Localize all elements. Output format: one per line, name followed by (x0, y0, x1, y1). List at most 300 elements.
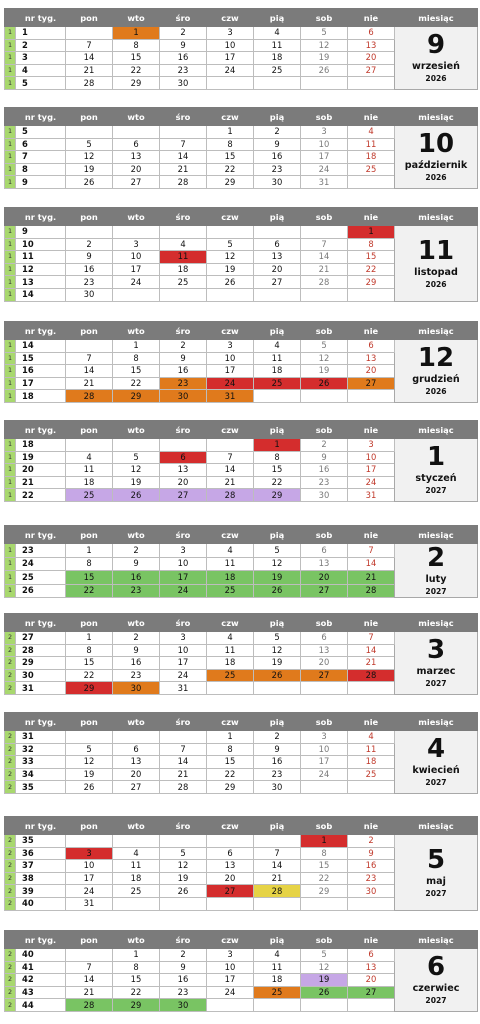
day-cell: 5 (254, 544, 301, 558)
header-row (5, 713, 478, 731)
day-cell: 20 (160, 476, 207, 489)
day-cell: 5 (301, 340, 348, 353)
day-cell: 24 (207, 986, 254, 999)
semester-header (5, 526, 16, 544)
day-cell: 14 (254, 860, 301, 873)
tuesday-header: wto (113, 614, 160, 632)
saturday-header: sob (301, 9, 348, 27)
sunday-header: nie (348, 421, 395, 439)
wednesday-header: śro (160, 526, 207, 544)
week-row (5, 340, 478, 353)
month-block-2 (4, 207, 477, 302)
day-cell: 13 (301, 557, 348, 571)
day-cell (113, 288, 160, 301)
day-cell: 7 (348, 632, 395, 645)
day-cell: 1 (301, 835, 348, 848)
day-cell: 1 (113, 27, 160, 40)
day-cell: 24 (207, 377, 254, 390)
week-number: 34 (16, 768, 66, 781)
tuesday-header: wto (113, 322, 160, 340)
day-cell: 26 (66, 781, 113, 794)
week-number-header: nr tyg. (16, 9, 66, 27)
day-cell (301, 390, 348, 403)
semester-cell: 2 (5, 949, 16, 962)
tuesday-header: wto (113, 817, 160, 835)
day-cell: 11 (160, 251, 207, 264)
week-number: 18 (16, 390, 66, 403)
day-cell: 12 (301, 39, 348, 52)
day-cell: 15 (66, 571, 113, 585)
thursday-header: czw (207, 931, 254, 949)
semester-cell: 1 (5, 439, 16, 452)
day-cell: 17 (207, 974, 254, 987)
week-number: 4 (16, 64, 66, 77)
day-cell: 18 (113, 872, 160, 885)
day-cell: 26 (66, 176, 113, 189)
day-cell: 20 (348, 52, 395, 65)
tuesday-header: wto (113, 931, 160, 949)
saturday-header: sob (301, 713, 348, 731)
day-cell: 23 (160, 986, 207, 999)
week-number: 6 (16, 138, 66, 151)
saturday-header: sob (301, 421, 348, 439)
monday-header: pon (66, 817, 113, 835)
day-cell: 8 (66, 644, 113, 657)
day-cell (66, 835, 113, 848)
semester-cell: 2 (5, 632, 16, 645)
day-cell: 15 (348, 251, 395, 264)
week-number-header: nr tyg. (16, 322, 66, 340)
day-cell: 6 (160, 451, 207, 464)
day-cell: 3 (113, 238, 160, 251)
day-cell (160, 731, 207, 744)
week-number-header: nr tyg. (16, 208, 66, 226)
day-cell: 22 (113, 64, 160, 77)
day-cell: 20 (348, 974, 395, 987)
day-cell: 3 (207, 949, 254, 962)
thursday-header: czw (207, 9, 254, 27)
day-cell (207, 682, 254, 695)
day-cell (66, 226, 113, 239)
week-number: 39 (16, 885, 66, 898)
day-cell: 7 (66, 39, 113, 52)
month-label-cell (395, 632, 478, 695)
month-name: czerwiec (412, 983, 460, 995)
month-table (4, 420, 478, 502)
month-header: miesiąc (395, 931, 478, 949)
day-cell: 10 (160, 644, 207, 657)
saturday-header: sob (301, 614, 348, 632)
day-cell: 24 (160, 669, 207, 682)
day-cell: 25 (254, 64, 301, 77)
wednesday-header: śro (160, 421, 207, 439)
day-cell: 8 (113, 961, 160, 974)
semester-cell: 2 (5, 669, 16, 682)
saturday-header: sob (301, 108, 348, 126)
day-cell: 4 (254, 949, 301, 962)
week-number: 24 (16, 557, 66, 571)
day-cell: 1 (66, 632, 113, 645)
friday-header: pią (254, 614, 301, 632)
semester-header (5, 208, 16, 226)
week-number: 17 (16, 377, 66, 390)
day-cell: 13 (113, 151, 160, 164)
day-cell: 16 (160, 974, 207, 987)
day-cell: 13 (348, 961, 395, 974)
semester-cell: 1 (5, 263, 16, 276)
week-row (5, 632, 478, 645)
day-cell: 9 (160, 39, 207, 52)
month-year: 2026 (425, 387, 447, 397)
week-number: 18 (16, 439, 66, 452)
day-cell: 24 (160, 584, 207, 598)
day-cell: 16 (301, 464, 348, 477)
day-cell: 16 (254, 151, 301, 164)
day-cell: 8 (207, 743, 254, 756)
day-cell: 23 (113, 584, 160, 598)
day-cell: 18 (348, 151, 395, 164)
day-cell: 22 (113, 986, 160, 999)
thursday-header: czw (207, 526, 254, 544)
day-cell: 15 (207, 151, 254, 164)
day-cell: 4 (113, 847, 160, 860)
wednesday-header: śro (160, 817, 207, 835)
week-number: 31 (16, 731, 66, 744)
day-cell: 17 (301, 756, 348, 769)
day-cell: 5 (160, 847, 207, 860)
tuesday-header: wto (113, 9, 160, 27)
week-number: 12 (16, 263, 66, 276)
day-cell: 20 (254, 263, 301, 276)
tuesday-header: wto (113, 526, 160, 544)
day-cell (301, 999, 348, 1012)
day-cell: 18 (66, 476, 113, 489)
semester-cell: 2 (5, 847, 16, 860)
saturday-header: sob (301, 817, 348, 835)
week-number: 32 (16, 743, 66, 756)
day-cell: 27 (348, 64, 395, 77)
tuesday-header: wto (113, 108, 160, 126)
day-cell: 19 (66, 768, 113, 781)
week-number: 25 (16, 571, 66, 585)
day-cell: 18 (160, 263, 207, 276)
semester-cell: 2 (5, 974, 16, 987)
semester-cell: 1 (5, 226, 16, 239)
day-cell: 9 (301, 451, 348, 464)
day-cell: 15 (113, 365, 160, 378)
day-cell: 30 (301, 489, 348, 502)
day-cell: 6 (207, 847, 254, 860)
day-cell: 22 (207, 768, 254, 781)
thursday-header: czw (207, 817, 254, 835)
tuesday-header: wto (113, 208, 160, 226)
day-cell: 5 (66, 138, 113, 151)
header-row (5, 931, 478, 949)
month-number: 11 (417, 235, 455, 266)
day-cell: 7 (160, 743, 207, 756)
day-cell: 13 (207, 860, 254, 873)
week-number: 43 (16, 986, 66, 999)
week-row (5, 731, 478, 744)
semester-header (5, 817, 16, 835)
day-cell: 2 (301, 439, 348, 452)
week-number: 8 (16, 163, 66, 176)
day-cell: 3 (160, 544, 207, 558)
semester-cell: 1 (5, 64, 16, 77)
week-row (5, 27, 478, 40)
week-number: 13 (16, 276, 66, 289)
semester-cell: 1 (5, 126, 16, 139)
day-cell: 9 (254, 138, 301, 151)
day-cell: 10 (301, 743, 348, 756)
day-cell: 28 (301, 276, 348, 289)
month-name: marzec (416, 666, 456, 678)
month-header: miesiąc (395, 817, 478, 835)
week-number: 10 (16, 238, 66, 251)
day-cell: 19 (207, 263, 254, 276)
month-header: miesiąc (395, 526, 478, 544)
semester-cell: 2 (5, 682, 16, 695)
day-cell: 13 (113, 756, 160, 769)
month-number: 2 (426, 543, 446, 573)
day-cell (301, 288, 348, 301)
month-year: 2026 (425, 173, 447, 183)
day-cell: 29 (113, 77, 160, 90)
week-number: 1 (16, 27, 66, 40)
day-cell (254, 77, 301, 90)
month-label-cell (395, 949, 478, 1012)
header-row (5, 208, 478, 226)
semester-cell: 2 (5, 835, 16, 848)
month-table (4, 613, 478, 695)
day-cell: 4 (66, 451, 113, 464)
day-cell: 3 (301, 126, 348, 139)
day-cell: 3 (207, 27, 254, 40)
semester-cell: 1 (5, 288, 16, 301)
month-block-4 (4, 420, 477, 502)
day-cell: 12 (254, 644, 301, 657)
day-cell: 4 (254, 340, 301, 353)
semester-cell: 1 (5, 377, 16, 390)
month-year: 2027 (425, 679, 447, 689)
day-cell: 16 (113, 657, 160, 670)
month-label-cell (395, 544, 478, 598)
monday-header: pon (66, 614, 113, 632)
day-cell (113, 226, 160, 239)
day-cell: 29 (348, 276, 395, 289)
day-cell: 7 (207, 451, 254, 464)
day-cell: 20 (348, 365, 395, 378)
month-block-8 (4, 816, 477, 911)
sunday-header: nie (348, 526, 395, 544)
week-number: 38 (16, 872, 66, 885)
day-cell: 24 (301, 768, 348, 781)
day-cell: 21 (160, 768, 207, 781)
month-name: kwiecień (412, 765, 460, 777)
month-number: 4 (426, 734, 446, 765)
semester-cell: 1 (5, 27, 16, 40)
semester-cell: 2 (5, 999, 16, 1012)
thursday-header: czw (207, 322, 254, 340)
day-cell: 28 (348, 669, 395, 682)
header-row (5, 322, 478, 340)
day-cell: 23 (160, 64, 207, 77)
day-cell: 4 (348, 126, 395, 139)
day-cell: 20 (207, 872, 254, 885)
day-cell: 17 (207, 52, 254, 65)
day-cell: 11 (207, 557, 254, 571)
month-header: miesiąc (395, 208, 478, 226)
saturday-header: sob (301, 208, 348, 226)
day-cell: 7 (66, 352, 113, 365)
day-cell: 1 (207, 126, 254, 139)
day-cell: 19 (254, 571, 301, 585)
week-number: 5 (16, 77, 66, 90)
day-cell (207, 439, 254, 452)
day-cell: 18 (254, 974, 301, 987)
day-cell (207, 288, 254, 301)
month-table (4, 8, 478, 90)
month-table (4, 525, 478, 598)
day-cell (207, 77, 254, 90)
day-cell (348, 781, 395, 794)
day-cell: 25 (348, 163, 395, 176)
day-cell: 23 (254, 768, 301, 781)
day-cell: 28 (66, 999, 113, 1012)
day-cell (254, 999, 301, 1012)
week-number: 42 (16, 974, 66, 987)
semester-cell: 1 (5, 544, 16, 558)
day-cell: 14 (66, 52, 113, 65)
semester-cell: 2 (5, 768, 16, 781)
day-cell: 15 (66, 657, 113, 670)
week-number-header: nr tyg. (16, 614, 66, 632)
day-cell: 9 (254, 743, 301, 756)
month-block-9 (4, 930, 477, 1012)
day-cell: 29 (301, 885, 348, 898)
friday-header: pią (254, 108, 301, 126)
day-cell (66, 126, 113, 139)
sunday-header: nie (348, 208, 395, 226)
day-cell: 17 (301, 151, 348, 164)
day-cell: 17 (66, 872, 113, 885)
month-header: miesiąc (395, 713, 478, 731)
day-cell: 12 (113, 464, 160, 477)
day-cell: 14 (66, 974, 113, 987)
day-cell: 27 (207, 885, 254, 898)
friday-header: pią (254, 322, 301, 340)
day-cell: 25 (160, 276, 207, 289)
week-number: 9 (16, 176, 66, 189)
month-label-cell (395, 126, 478, 189)
sunday-header: nie (348, 108, 395, 126)
day-cell (66, 949, 113, 962)
semester-cell: 1 (5, 138, 16, 151)
semester-cell: 1 (5, 571, 16, 585)
week-number: 3 (16, 52, 66, 65)
day-cell (348, 682, 395, 695)
day-cell: 24 (348, 476, 395, 489)
week-number: 20 (16, 464, 66, 477)
day-cell: 11 (254, 39, 301, 52)
day-cell: 14 (348, 557, 395, 571)
month-number: 10 (417, 129, 455, 160)
month-table (4, 930, 478, 1012)
day-cell (113, 835, 160, 848)
month-label-cell (395, 439, 478, 502)
day-cell: 30 (160, 999, 207, 1012)
semester-cell: 1 (5, 489, 16, 502)
day-cell: 4 (254, 27, 301, 40)
month-label-cell (395, 27, 478, 90)
semester-cell: 1 (5, 352, 16, 365)
day-cell: 2 (254, 126, 301, 139)
wednesday-header: śro (160, 208, 207, 226)
thursday-header: czw (207, 614, 254, 632)
day-cell: 3 (66, 847, 113, 860)
day-cell: 8 (113, 352, 160, 365)
semester-cell: 1 (5, 451, 16, 464)
month-block-6 (4, 613, 477, 695)
week-number-header: nr tyg. (16, 713, 66, 731)
day-cell: 13 (348, 39, 395, 52)
month-name: styczeń (415, 473, 457, 485)
day-cell: 5 (254, 632, 301, 645)
day-cell (254, 682, 301, 695)
day-cell (254, 835, 301, 848)
day-cell: 9 (348, 847, 395, 860)
semester-cell: 1 (5, 52, 16, 65)
week-number: 28 (16, 644, 66, 657)
day-cell: 21 (207, 476, 254, 489)
day-cell: 10 (66, 860, 113, 873)
day-cell (113, 126, 160, 139)
month-number: 1 (426, 442, 446, 473)
week-number: 19 (16, 451, 66, 464)
day-cell: 9 (113, 557, 160, 571)
day-cell: 27 (348, 986, 395, 999)
day-cell: 8 (113, 39, 160, 52)
day-cell: 21 (301, 263, 348, 276)
day-cell (160, 439, 207, 452)
day-cell: 18 (254, 365, 301, 378)
day-cell (207, 897, 254, 910)
day-cell: 20 (113, 163, 160, 176)
semester-cell: 1 (5, 464, 16, 477)
day-cell: 22 (348, 263, 395, 276)
day-cell: 28 (207, 489, 254, 502)
semester-cell: 2 (5, 961, 16, 974)
day-cell: 25 (66, 489, 113, 502)
week-number: 27 (16, 632, 66, 645)
day-cell (160, 226, 207, 239)
day-cell: 25 (207, 584, 254, 598)
day-cell: 14 (348, 644, 395, 657)
wednesday-header: śro (160, 9, 207, 27)
day-cell: 25 (254, 986, 301, 999)
sunday-header: nie (348, 817, 395, 835)
week-number-header: nr tyg. (16, 817, 66, 835)
day-cell: 4 (348, 731, 395, 744)
day-cell: 27 (254, 276, 301, 289)
day-cell: 25 (348, 768, 395, 781)
day-cell: 16 (254, 756, 301, 769)
friday-header: pią (254, 713, 301, 731)
day-cell: 9 (160, 961, 207, 974)
day-cell: 3 (348, 439, 395, 452)
day-cell: 26 (301, 986, 348, 999)
friday-header: pią (254, 421, 301, 439)
